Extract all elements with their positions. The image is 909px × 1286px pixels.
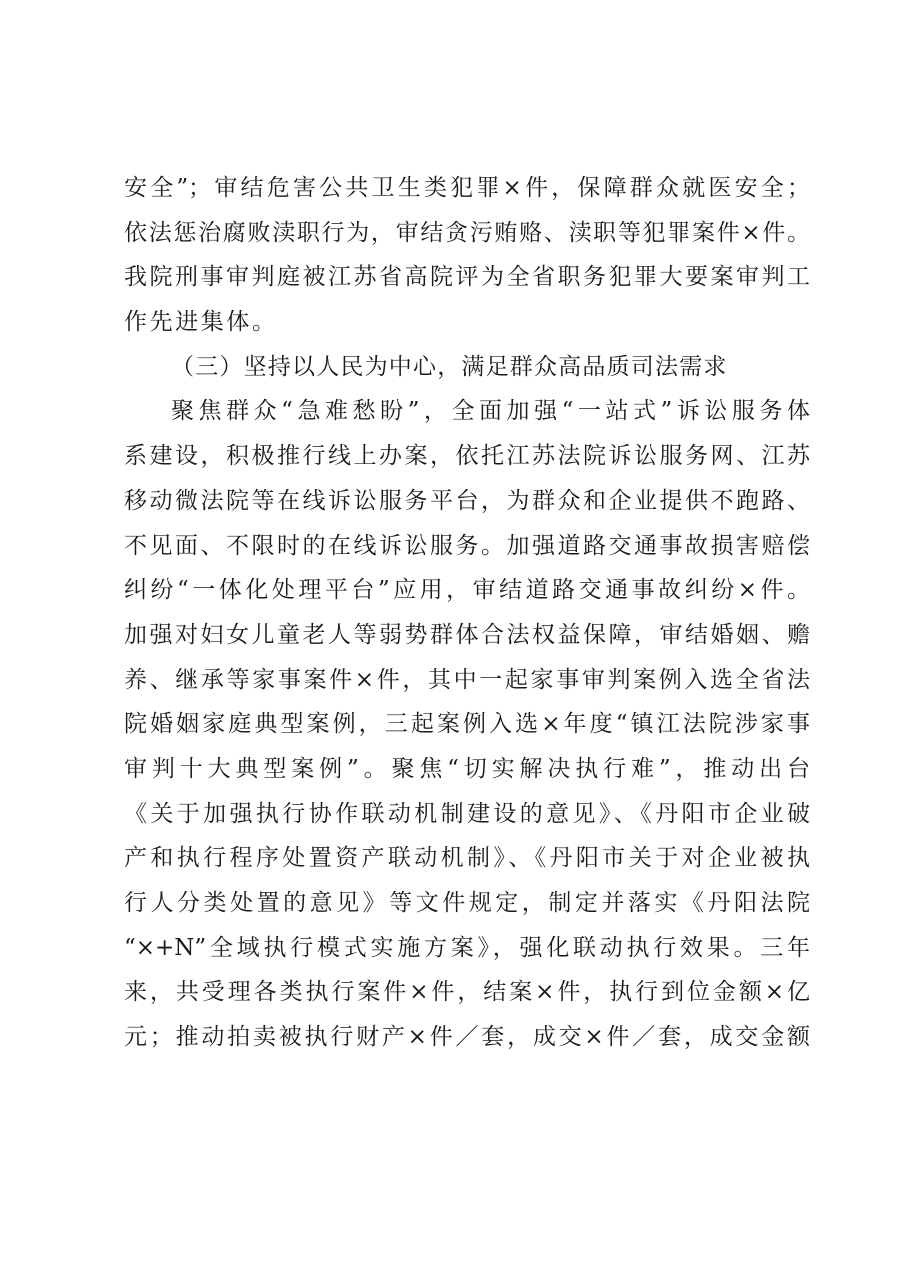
paragraph-line: 我院刑事审判庭被江苏省高院评为全省职务犯罪大要案审判工: [124, 264, 810, 291]
paragraph-line: 不见面、不限时的在线诉讼服务。加强道路交通事故损害赔偿: [124, 532, 810, 559]
paragraph-line: 院婚姻家庭典型案例，三起案例入选×年度“镇江法院涉家事: [124, 711, 810, 738]
section-heading: （三）坚持以人民为中心，满足群众高品质司法需求: [171, 353, 728, 380]
paragraph-line: 系建设，积极推行线上办案，依托江苏法院诉讼服务网、江苏: [124, 443, 810, 470]
document-body: [124, 166, 810, 1060]
paragraph-line: 审判十大典型案例”。聚焦“切实解决执行难”，推动出台: [124, 755, 810, 782]
paragraph-line: 作先进集体。: [124, 309, 278, 336]
paragraph-line: 纠纷“一体化处理平台”应用，审结道路交通事故纠纷×件。: [124, 577, 810, 604]
paragraph-line: 《关于加强执行协作联动机制建设的意见》、《丹阳市企业破: [124, 800, 810, 827]
paragraph-line: “×+N”全域执行模式实施方案》，强化联动执行效果。三年: [124, 934, 810, 961]
paragraph-line: 移动微法院等在线诉讼服务平台，为群众和企业提供不跑路、: [124, 487, 810, 514]
paragraph-line: 产和执行程序处置资产联动机制》、《丹阳市关于对企业被执: [124, 845, 810, 872]
paragraph-line: 聚焦群众“急难愁盼”，全面加强“一站式”诉讼服务体: [171, 398, 810, 425]
paragraph-line: 元；推动拍卖被执行财产×件／套，成交×件／套，成交金额: [124, 1024, 810, 1051]
paragraph-line: 行人分类处置的意见》等文件规定，制定并落实《丹阳法院: [124, 890, 810, 916]
paragraph-line: 安全”；审结危害公共卫生类犯罪×件，保障群众就医安全；: [124, 175, 810, 201]
paragraph-line: 依法惩治腐败渎职行为，审结贪污贿赂、渎职等犯罪案件×件。: [124, 219, 810, 246]
paragraph-line: 来，共受理各类执行案件×件，结案×件，执行到位金额×亿: [124, 979, 810, 1006]
paragraph-line: 加强对妇女儿童老人等弱势群体合法权益保障，审结婚姻、赡: [124, 621, 810, 648]
paragraph-line: 养、继承等家事案件×件，其中一起家事审判案例入选全省法: [124, 666, 810, 693]
